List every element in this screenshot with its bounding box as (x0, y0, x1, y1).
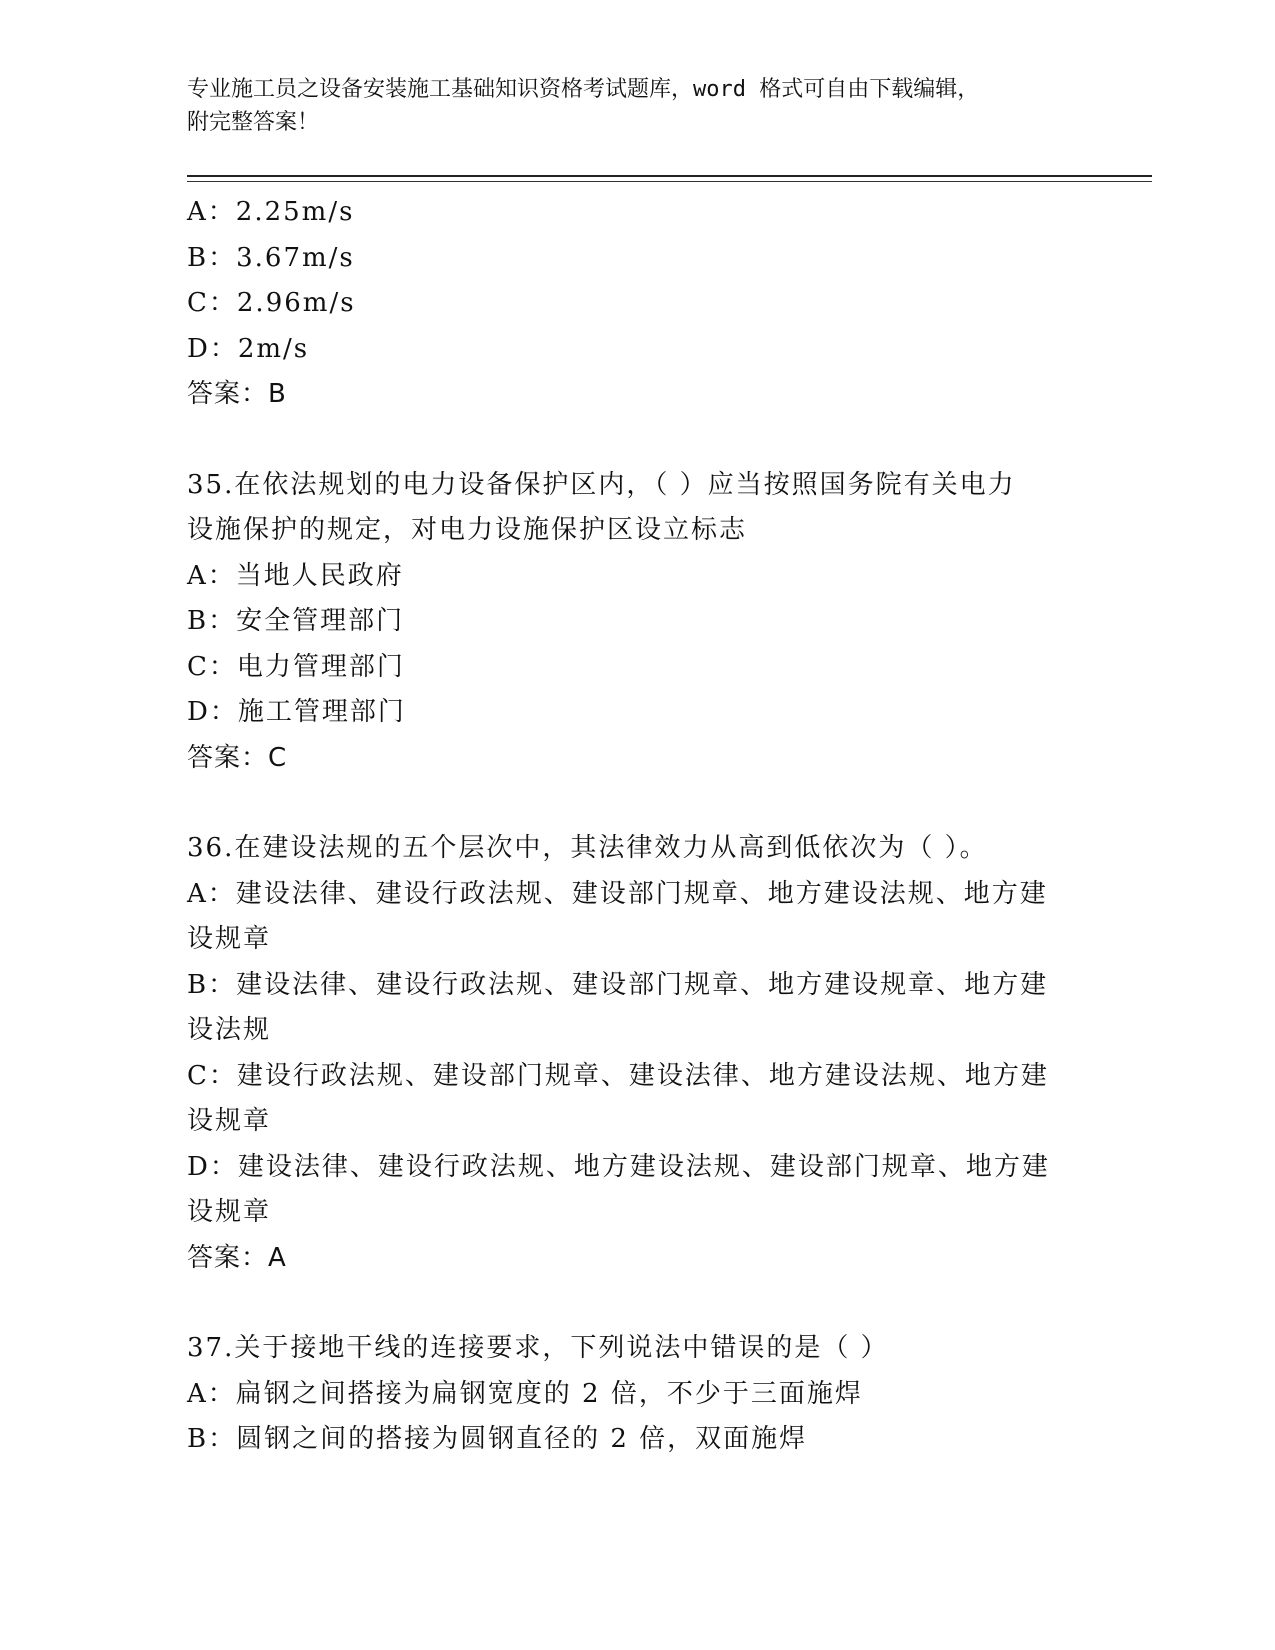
option-b: B：圆钢之间的搭接为圆钢直径的 2 倍，双面施焊 (187, 1424, 808, 1454)
option-c-cont: 设规章 (187, 1106, 272, 1136)
header-line: 专业施工员之设备安装施工基础知识资格考试题库，word 格式可自由下载编辑， (187, 77, 980, 102)
option-b: B：安全管理部门 (187, 606, 405, 636)
option-c: C：电力管理部门 (187, 651, 405, 682)
question-37 (187, 1326, 1087, 1463)
question-stem: 35.在依法规划的电力设备保护区内，（ ）应当按照国务院有关电力 (187, 469, 1016, 500)
option-d: D：建设法律、建设行政法规、地方建设法规、建设部门规章、地方建 (187, 1151, 1050, 1182)
option-a-cont: 设规章 (187, 924, 272, 954)
option-d-cont: 设规章 (187, 1197, 272, 1227)
spacer (187, 781, 1087, 826)
answer-line: 答案：B (187, 379, 287, 409)
header-divider (187, 175, 1152, 177)
option-a: A：扁钢之间搭接为扁钢宽度的 2 倍，不少于三面施焊 (187, 1378, 863, 1409)
question-35 (187, 463, 1087, 782)
question-stem: 设施保护的规定，对电力设施保护区设立标志 (187, 515, 748, 545)
option-a: A：建设法律、建设行政法规、建设部门规章、地方建设法规、地方建 (187, 878, 1048, 909)
question-34-continued (187, 190, 1087, 418)
option-c: C：2.96m/s (187, 288, 356, 318)
option-c: C：建设行政法规、建设部门规章、建设法律、地方建设法规、地方建 (187, 1060, 1049, 1091)
spacer (187, 1281, 1087, 1326)
document-header (187, 73, 1067, 139)
answer-line: 答案：A (187, 1242, 287, 1273)
option-a: A：当地人民政府 (187, 560, 404, 591)
option-a: A：2.25m/s (187, 197, 355, 227)
option-d: D：2m/s (187, 333, 310, 364)
question-36 (187, 826, 1087, 1281)
question-stem: 36.在建设法规的五个层次中，其法律效力从高到低依次为（ ）。 (187, 833, 988, 863)
answer-line: 答案：C (187, 742, 288, 773)
header-divider-thin (187, 181, 1152, 182)
option-d: D：施工管理部门 (187, 697, 406, 727)
option-b: B：3.67m/s (187, 242, 355, 273)
option-b: B：建设法律、建设行政法规、建设部门规章、地方建设规章、地方建 (187, 969, 1049, 1000)
spacer (187, 418, 1087, 463)
option-b-cont: 设法规 (187, 1015, 272, 1045)
question-content (187, 190, 1087, 1463)
header-line: 附完整答案！ (187, 110, 320, 135)
question-stem: 37.关于接地干线的连接要求，下列说法中错误的是（ ） (187, 1333, 889, 1363)
